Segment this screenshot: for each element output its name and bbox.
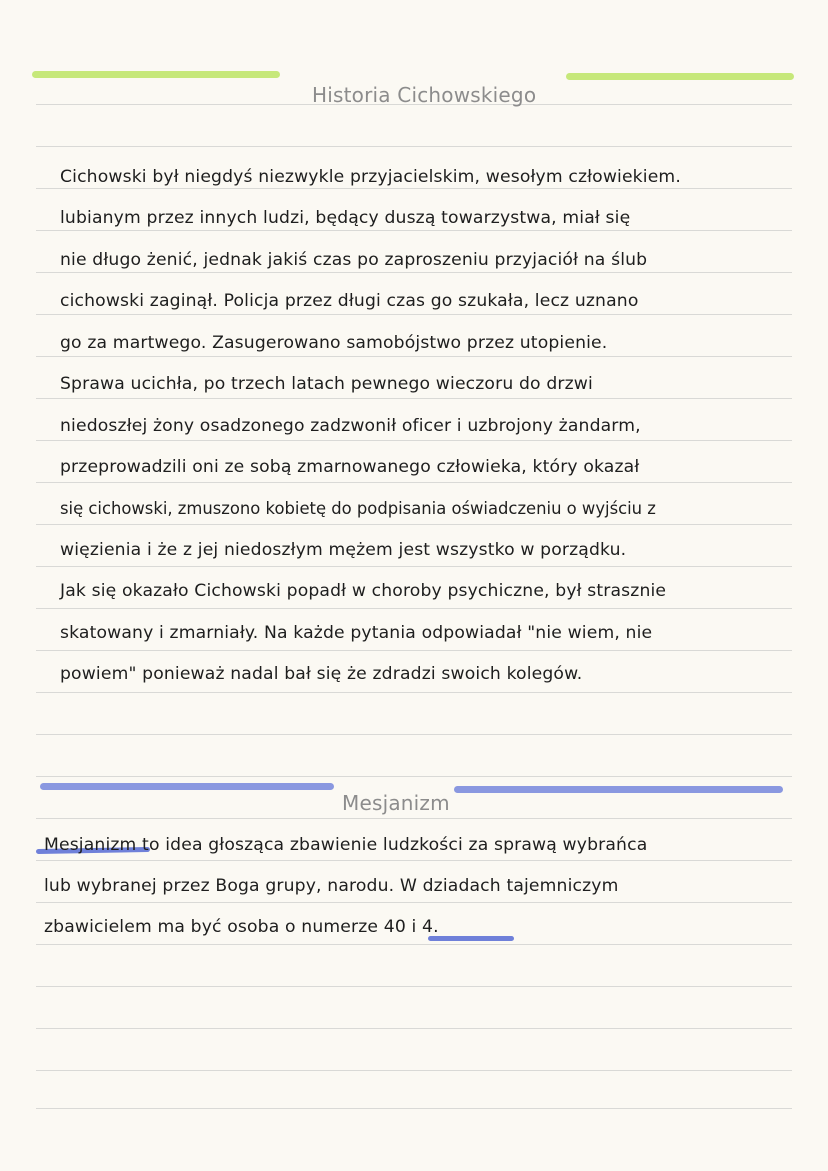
ruled-line [36, 986, 792, 987]
header-highlight-right [454, 786, 783, 793]
section-title-historia: Historia Cichowskiego [312, 83, 537, 107]
ruled-line [36, 146, 792, 147]
header-highlight-right [566, 73, 794, 80]
ruled-line [36, 230, 792, 231]
ruled-line [36, 608, 792, 609]
text-line: Mesjanizm to idea głosząca zbawienie ludzkości za sprawą wybrańca [44, 835, 648, 855]
text-line: lub wybranej przez Boga grupy, narodu. W dziadach tajemniczym [44, 876, 619, 896]
section-title-mesjanizm: Mesjanizm [342, 791, 450, 815]
text-line: Cichowski był niegdyś niezwykle przyjacielskim, wesołym człowiekiem. [60, 167, 681, 187]
ruled-line [36, 356, 792, 357]
ruled-line [36, 482, 792, 483]
ruled-line [36, 734, 792, 735]
ruled-line [36, 650, 792, 651]
ruled-line [36, 188, 792, 189]
text-line: lubianym przez innych ludzi, będący duszą towarzystwa, miał się [60, 208, 631, 228]
ruled-line [36, 776, 792, 777]
ruled-line [36, 902, 792, 903]
text-line: niedoszłej żony osadzonego zadzwonił oficer i uzbrojony żandarm, [60, 416, 641, 436]
text-line: cichowski zaginął. Policja przez długi czas go szukała, lecz uznano [60, 291, 639, 311]
text-line: skatowany i zmarniały. Na każde pytania odpowiadał "nie wiem, nie [60, 623, 653, 643]
ruled-line [36, 1108, 792, 1109]
ruled-line [36, 860, 792, 861]
text-line: się cichowski, zmuszono kobietę do podpisania oświadczeniu o wyjściu z [60, 499, 656, 518]
ruled-line [36, 1070, 792, 1071]
ruled-line [36, 524, 792, 525]
text-line: przeprowadzili oni ze sobą zmarnowanego człowieka, który okazał [60, 457, 640, 477]
header-highlight-left [40, 783, 334, 790]
ruled-line [36, 272, 792, 273]
ruled-line [36, 398, 792, 399]
text-line: nie długo żenić, jednak jakiś czas po zaproszeniu przyjaciół na ślub [60, 250, 648, 270]
ruled-line [36, 566, 792, 567]
ruled-line [36, 314, 792, 315]
ruled-line [36, 1028, 792, 1029]
text-line: powiem" ponieważ nadal bał się że zdradzi swoich kolegów. [60, 664, 583, 684]
text-line: więzienia i że z jej niedoszłym mężem jest wszystko w porządku. [60, 540, 627, 560]
ruled-line [36, 440, 792, 441]
text-line: zbawicielem ma być osoba o numerze 40 i 4. [44, 917, 439, 937]
ruled-line [36, 818, 792, 819]
text-line: Jak się okazało Cichowski popadł w choroby psychiczne, był strasznie [60, 581, 667, 601]
text-line: go za martwego. Zasugerowano samobójstwo przez utopienie. [60, 333, 608, 353]
header-highlight-left [32, 71, 280, 78]
text-line: Sprawa ucichła, po trzech latach pewnego wieczoru do drzwi [60, 374, 593, 394]
ruled-line [36, 944, 792, 945]
ruled-line [36, 692, 792, 693]
number-underline [428, 936, 514, 941]
